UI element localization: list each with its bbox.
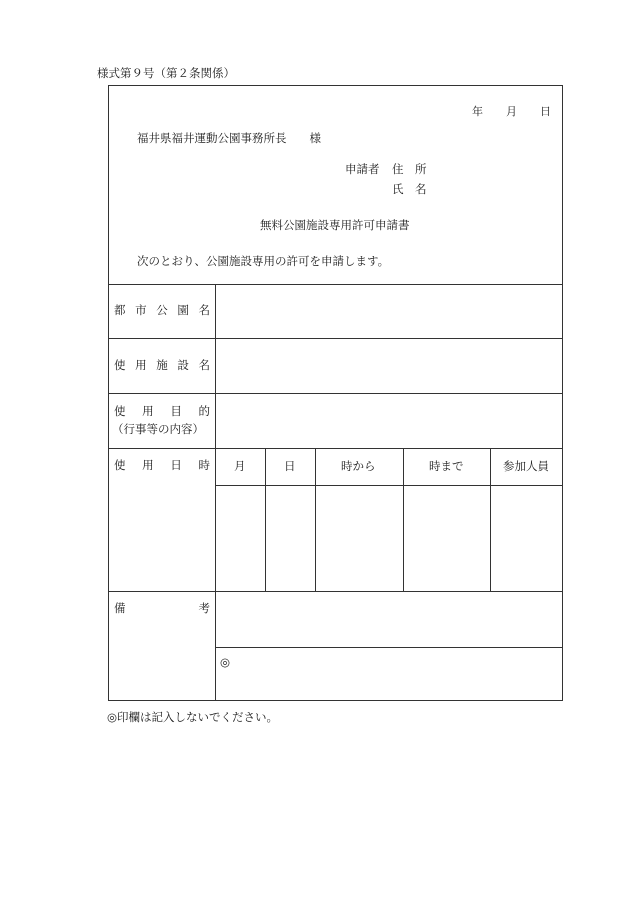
office-use-mark: ◎ (220, 655, 231, 669)
row-divider (108, 338, 563, 339)
table-top-line (108, 284, 563, 285)
footer-note: ◎印欄は記入しないでください。 (107, 710, 279, 724)
applicant-name-label: 氏 名 (392, 182, 427, 196)
column-participants: 参加人員 (503, 459, 549, 473)
intro-text: 次のとおり、公園施設専用の許可を申請します。 (137, 254, 390, 268)
usage-column-divider (315, 448, 316, 591)
form-label: 様式第９号（第２条関係） (97, 66, 235, 80)
park-name-label: 都 市 公 園 名 (114, 303, 210, 317)
usage-header-divider (215, 485, 563, 486)
row-divider (108, 591, 563, 592)
usage-column-divider (403, 448, 404, 591)
usage-column-divider (265, 448, 266, 591)
column-time-to: 時まで (429, 459, 464, 473)
row-divider (108, 393, 563, 394)
facility-name-label: 使 用 施 設 名 (114, 358, 210, 372)
label-column-divider (215, 284, 216, 701)
usage-column-divider (490, 448, 491, 591)
addressee: 福井県福井運動公園事務所長 様 (137, 131, 321, 145)
document-title: 無料公園施設専用許可申請書 (260, 218, 410, 232)
date-day-label: 日 (540, 105, 551, 118)
remarks-divider (215, 647, 563, 648)
date-month-label: 月 (506, 105, 517, 118)
applicant-address-label: 住 所 (392, 162, 427, 176)
column-day: 日 (284, 459, 296, 473)
date-year-label: 年 (472, 105, 483, 118)
remarks-label: 備 考 (114, 601, 210, 615)
row-divider (108, 448, 563, 449)
purpose-sub-label: （行事等の内容） (112, 422, 204, 436)
applicant-title: 申請者 (345, 162, 380, 176)
purpose-label: 使 用 目 的 (114, 404, 210, 418)
column-month: 月 (234, 459, 246, 473)
use-datetime-label: 使 用 日 時 (114, 458, 210, 472)
column-time-from: 時から (341, 459, 376, 473)
